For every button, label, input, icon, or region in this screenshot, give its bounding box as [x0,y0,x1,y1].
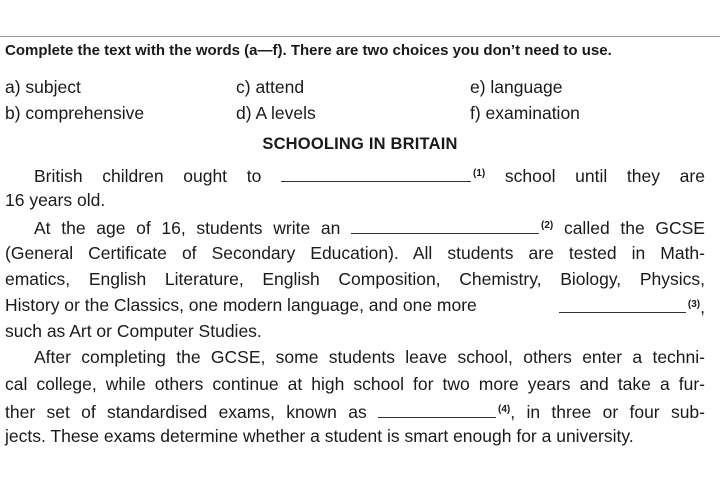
instruction: Complete the text with the words (a—f). There are two choices you don’t need to use. [5,42,612,59]
passage-text: British children ought to [34,166,262,186]
passage-line [5,397,705,423]
passage-line [5,213,705,239]
passage-line: cal college, while others continue at high school for two more years and take a fur- [5,373,705,394]
passage [5,161,705,449]
option-e: e) language [470,77,563,97]
blank-2[interactable] [351,219,539,234]
blank-number-1: (1) [472,168,486,179]
blank-1[interactable] [281,167,471,182]
passage-text: At the age of 16, students write an [34,218,341,239]
option-a: a) subject [5,77,81,97]
blank-number-3: (3) [687,298,701,310]
passage-line: After completing the GCSE, some students leave school, others enter a techni- [34,347,705,368]
passage-line: (General Certificate of Secondary Education). All students are tested in Math- [5,242,705,263]
passage-text: ther set of standardised exams, known as [5,401,367,422]
blank-number-2: (2) [541,220,554,232]
text-heading: SCHOOLING IN BRITAIN [262,135,458,153]
blank-3[interactable] [559,298,686,313]
blank-number-4: (4) [498,403,511,415]
passage-text: History or the Classics, one modern language, and one more [5,294,477,315]
passage-text: , in three or four sub- [510,401,705,422]
top-rule [0,36,720,37]
passage-text: school until they are [504,166,705,186]
blank-4[interactable] [378,403,496,418]
passage-text: called the GCSE [563,218,705,239]
passage-line: jects. These exams determine whether a student is smart enough for a university. [5,425,634,446]
option-d: d) A levels [236,103,316,123]
passage-line: such as Art or Computer Studies. [5,321,262,342]
passage-line [5,292,705,318]
passage-line [5,161,705,187]
option-b: b) comprehensive [5,103,145,123]
passage-line: ematics, English Literature, English Composition, Chemistry, Biology, Physics, [5,268,705,289]
option-c: c) attend [236,77,305,97]
passage-line: 16 years old. [5,190,106,211]
passage-text: , [700,296,705,317]
option-f: f) examination [470,103,580,123]
blank-3-group [559,292,705,320]
